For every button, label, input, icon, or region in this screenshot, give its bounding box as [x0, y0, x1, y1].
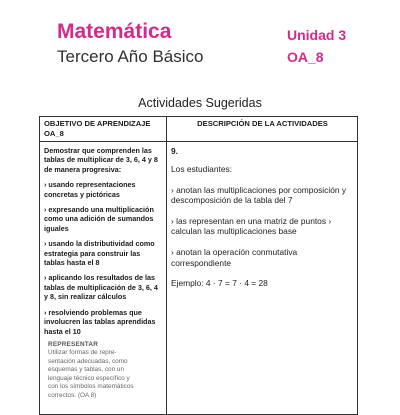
represent-line-2: sentación adecuadas, como	[48, 357, 128, 365]
header-right	[287, 26, 346, 66]
unit-label: Unidad 3	[287, 27, 347, 43]
objective-column-header	[40, 117, 167, 142]
objective-code: OA_8	[287, 49, 324, 65]
objective-bullet-1: › usando representaciones concretas y pictóricas	[44, 180, 136, 199]
objective-bullet-2: › expresando una multiplicación como una adición de sumandos iguales	[44, 205, 154, 233]
objective-header-line1: OBJETIVO DE APRENDIZAJE	[44, 119, 151, 128]
activity-item-3: › anotan la operación conmutativa correspondiente	[171, 246, 298, 268]
grade-title: Tercero Año Básico	[57, 47, 204, 66]
represent-line-4: lenguaje técnico específico y	[48, 374, 130, 382]
objective-cell	[40, 142, 167, 415]
objective-bullet-3: › usando la distributividad como estrategia para construir las tablas hasta el 8	[44, 239, 155, 268]
activity-intro: Los estudiantes:	[171, 164, 232, 174]
represent-line-6: correctos. (OA 8)	[48, 391, 97, 399]
activity-item-1: › anotan las multiplicaciones por composición y descomposición de la tabla del 7	[171, 184, 347, 206]
header-left	[57, 20, 203, 67]
activity-number: 9.	[171, 146, 178, 156]
represent-skill-box	[44, 341, 162, 401]
objective-bullet-4: › aplicando los resultados de las tablas de multiplicación de 3, 6, 4 y 8, sin realizar cálculos	[44, 273, 158, 302]
represent-line-5: con los símbolos matemáticos	[48, 383, 134, 391]
table-header-row	[40, 117, 358, 142]
represent-title: REPRESENTAR	[48, 340, 99, 348]
activities-table	[39, 116, 358, 415]
activity-example: Ejemplo: 4 · 7 = 7 · 4 = 28	[171, 278, 268, 289]
table-row	[40, 142, 358, 415]
description-cell	[167, 142, 358, 415]
objective-statement: Demostrar que comprenden las tablas de multiplicar de 3, 6, 4 y 8 de manera progresiva:	[44, 146, 158, 174]
description-column-header: DESCRIPCIÓN DE LA ACTIVIDADES	[167, 117, 358, 142]
represent-line-1: Utilizar formas de repre-	[48, 349, 117, 357]
activity-item-2: › las representan en una matriz de puntos › calculan las multiplicaciones base	[171, 215, 332, 237]
subject-title: Matemática	[57, 20, 172, 43]
represent-line-3: esquemas y tablas, con un	[48, 366, 125, 374]
section-title: Actividades Sugeridas	[138, 96, 262, 110]
objective-header-line2: OA_8	[44, 129, 64, 138]
objective-bullet-5: › resolviendo problemas que involucren las tablas aprendidas hasta el 10	[44, 307, 156, 336]
